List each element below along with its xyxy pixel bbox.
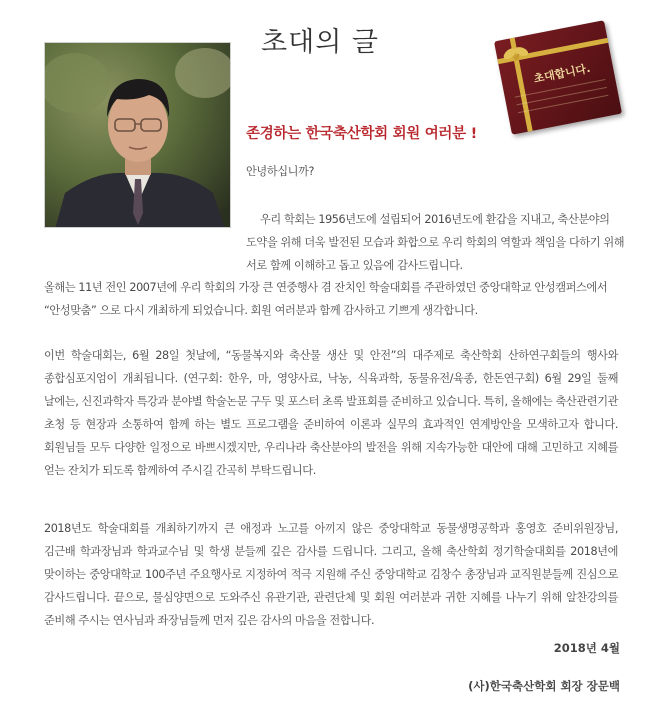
program-paragraph: 이번 학술대회는, 6월 28일 첫날에, “동물복지와 축산물 생산 및 안전”의 대주제로 축산학회 산하연구회들의 행사와 종합심포지엄이 개최됩니다. (연구회: 한우, 마, 영양사료, 낙농, 식육과학, 동물유전/육종, 한돈연구회) 6월 29일 둘째 날에는, 신진과학자 특강과 분야별 학술논문 구두 및 포스터 초록 발표회를 준비하고 있습니다. 특히, 올해에는 축산관련기관 초청 등 현장과 소통하여 함께 하는 별도 프로그램을 준비하여 이론과 실무의 효과적인 연계방안을 모색하고자 합니다. 회원님들 모두 다양한 일정으로 바쁘시겠지만, 우리나라 축산분야의 발전을 위해 지속가능한 대안에 대해 고민하고 지혜를 얻는 잔치가 되도록 함께하여 주시길 간곡히 부탁드립니다. — [44, 349, 619, 477]
card-label: 초대합니다. — [532, 61, 592, 86]
intro-paragraph: 우리 학회는 1956년도에 설립되어 2016년도에 환갑을 지내고, 축산분야의 도약을 위해 더욱 발전된 모습과 화합으로 우리 학회의 역할과 책임을 다하기 위해 서로 함께 이해하고 돕고 있음에 감사드립니다. — [246, 213, 625, 272]
letter-signature: (사)한국축산학회 회장 장문백 — [468, 679, 620, 693]
letter-heading: 존경하는 한국축산학회 회원 여러분 ! — [246, 126, 477, 142]
letter-date: 2018년 4월 — [553, 641, 620, 655]
card-deco-line — [518, 95, 609, 114]
page-title: 초대의 글 — [261, 27, 379, 58]
invitation-card-illustration — [494, 20, 622, 135]
president-portrait — [44, 42, 231, 228]
bow-icon — [501, 42, 531, 72]
portrait-illustration — [45, 43, 231, 228]
intro-paragraph-continued: 올해는 11년 전인 2007년에 우리 학회의 가장 큰 연중행사 겸 잔치인 학술대회를 주관하였던 중앙대학교 안성캠퍼스에서 “안성맞춤” 으로 다시 개최하게 되었습니다. 회원 여러분과 함께 감사하고 기쁘게 생각합니다. — [44, 281, 608, 317]
salutation: 안녕하십니까? — [246, 165, 314, 178]
thanks-paragraph: 2018년도 학술대회를 개최하기까지 큰 애정과 노고를 아끼지 않은 중앙대학교 동물생명공학과 홍영호 준비위원장님, 김근배 학과장님과 학과교수님 및 학생 분들께 깊은 감사를 드립니다. 그리고, 올해 축산학회 정기학술대회를 2018년에 맞이하는 중앙대학교 100주년 주요행사로 지정하여 적극 지원해 주신 중앙대학교 김창수 총장님과 교직원분들께 진심으로 감사드립니다. 끝으로, 물심양면으로 도와주신 유관기관, 관련단체 및 회원 여러분과 귀한 지혜를 나누기 위해 알찬강의를 준비해 주시는 연사님과 좌장님들께 먼저 깊은 감사의 마음을 전합니다. — [44, 522, 618, 627]
